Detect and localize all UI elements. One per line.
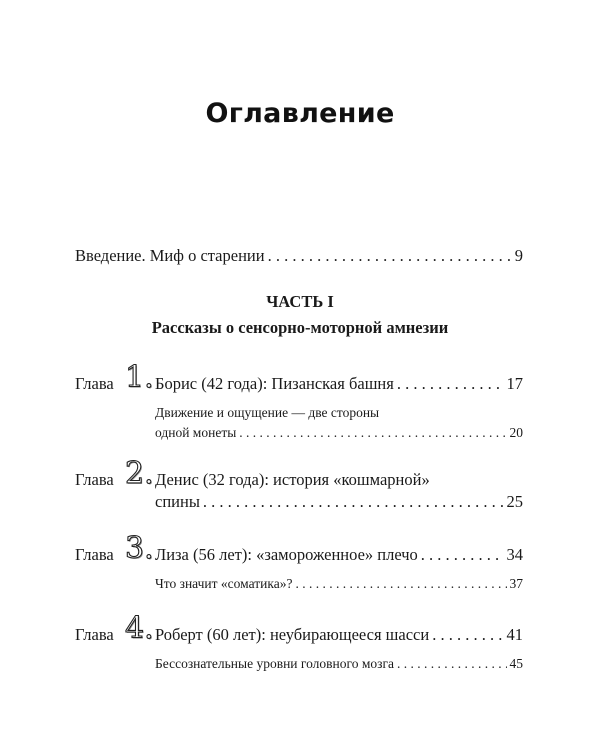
toc-page-number: 17	[506, 374, 523, 393]
leader-dots	[397, 374, 504, 394]
toc-page-number: 25	[506, 492, 523, 511]
chapter-title: Борис (42 года): Пизанская башня	[155, 374, 394, 393]
chapter-number: 2.	[125, 456, 154, 491]
leader-dots	[203, 492, 504, 512]
chapter-number: 1.	[125, 360, 154, 395]
page-title: Оглавление	[205, 98, 395, 129]
toc-page-number: 45	[509, 656, 523, 671]
leader-dots	[268, 246, 512, 266]
chapter-word: Глава	[75, 470, 114, 489]
part-heading: ЧАСТЬ I	[266, 292, 334, 311]
chapter-title: спины	[155, 492, 200, 511]
leader-dots	[432, 625, 503, 645]
subsection-title-line: Движение и ощущение — две стороны	[155, 405, 380, 420]
chapter-number: 4.	[125, 611, 154, 646]
toc-page-number: 37	[509, 576, 523, 591]
toc-page-number: 41	[506, 625, 523, 644]
subsection-title-line: одной монеты	[155, 425, 237, 440]
chapter-word: Глава	[75, 374, 114, 393]
toc-entry-label: Введение. Миф о старении	[75, 246, 265, 265]
toc-page-number: 20	[509, 425, 523, 440]
chapter-title: Денис (32 года): история «кошмарной»	[155, 470, 430, 489]
subsection-title-line: Бессознательные уровни головного мозга	[155, 656, 394, 671]
chapter-word: Глава	[75, 545, 114, 564]
toc-page-number: 34	[506, 545, 523, 564]
leader-dots	[421, 545, 504, 565]
part-subtitle: Рассказы о сенсорно-моторной амнезии	[151, 318, 449, 337]
toc-subsection-3[interactable]	[155, 576, 523, 592]
chapter-number: 3.	[125, 531, 154, 566]
toc-subsection-1[interactable]	[155, 405, 523, 441]
leader-dots	[397, 656, 507, 672]
leader-dots	[239, 425, 506, 441]
toc-page-number: 9	[514, 246, 523, 265]
chapter-title: Роберт (60 лет): неубирающееся шасси	[155, 625, 430, 644]
leader-dots	[295, 576, 506, 592]
toc-entry-intro[interactable]	[75, 246, 523, 266]
chapter-title: Лиза (56 лет): «замороженное» плечо	[155, 545, 418, 564]
subsection-title-line: Что значит «соматика»?	[155, 576, 293, 591]
chapter-word: Глава	[75, 625, 114, 644]
toc-subsection-4[interactable]	[155, 656, 523, 672]
